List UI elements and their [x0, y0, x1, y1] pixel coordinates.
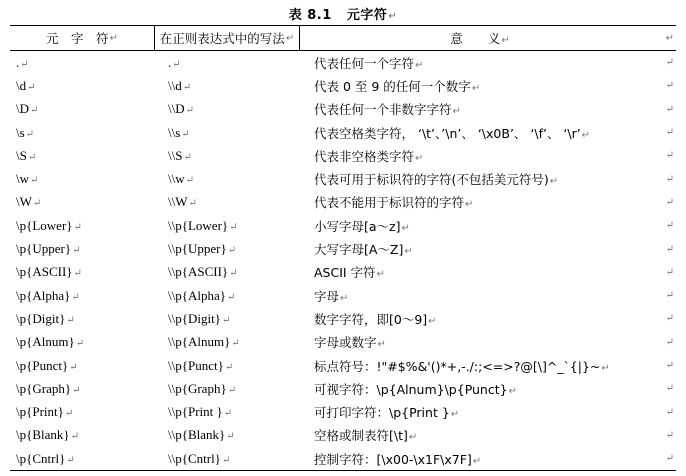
written-form-cell: \\p{Blank}↵ [168, 427, 235, 443]
row-end-mark-icon: ↵ [665, 453, 674, 465]
paragraph-mark-icon: ↵ [450, 409, 460, 421]
paragraph-mark-icon: ↵ [401, 222, 410, 234]
table-row [10, 447, 676, 470]
table-row [10, 261, 676, 284]
meaning-cell: ASCII 字符↵ [314, 265, 385, 281]
table-caption [0, 4, 686, 23]
paragraph-mark-icon: ↵ [428, 315, 437, 327]
written-form-cell: \\p{Graph}↵ [168, 380, 237, 396]
written-form-cell: .↵ [168, 54, 181, 70]
paragraph-mark-icon: ↵ [185, 175, 195, 187]
meaning-cell: 控制字符：[\x00-\x1F\x7F]↵ [314, 451, 482, 467]
written-form-cell: \\s↵ [168, 124, 190, 140]
written-form-cell: \\p{Lower}↵ [168, 217, 238, 233]
paragraph-mark-icon: ↵ [66, 314, 75, 326]
row-end-mark-icon: ↵ [665, 173, 674, 185]
metacharacter-cell: \w↵ [16, 171, 39, 187]
table-row [10, 307, 676, 330]
row-end-mark-icon: ↵ [665, 150, 674, 162]
paragraph-mark-icon: ↵ [549, 176, 559, 188]
metacharacter-cell: \W↵ [16, 194, 42, 210]
paragraph-mark-icon: ↵ [25, 128, 35, 140]
metacharacter-cell: \p{Blank}↵ [16, 427, 80, 443]
written-form-cell: \\p{ASCII}↵ [168, 264, 238, 280]
paragraph-mark-icon: ↵ [172, 58, 181, 70]
paragraph-mark-icon: ↵ [601, 362, 610, 374]
row-end-mark-icon: ↵ [665, 127, 674, 139]
meaning-cell: 代表可用于标识符的字符(不包括美元符号)↵ [314, 172, 559, 188]
metacharacter-cell: \p{Graph}↵ [16, 380, 81, 396]
paragraph-mark-icon: ↵ [72, 245, 81, 257]
paragraph-mark-icon: ↵ [185, 105, 195, 117]
header-metacharacter: 元 字 符 ↵ [10, 26, 155, 50]
table-row [10, 331, 676, 354]
row-end-mark-icon: ↵ [665, 220, 674, 232]
paragraph-mark-icon: ↵ [71, 291, 80, 303]
paragraph-mark-icon: ↵ [30, 105, 39, 117]
meaning-cell: 可打印字符：\p{Print }↵ [314, 405, 460, 421]
paragraph-mark-icon: ↵ [73, 221, 82, 233]
meaning-cell: 代表任何一个字符↵ [314, 55, 424, 71]
paragraph-mark-icon: ↵ [221, 454, 231, 466]
metacharacter-cell: \p{Print}↵ [16, 404, 74, 420]
row-end-mark-icon: ↵ [665, 266, 674, 278]
table-row [10, 354, 676, 377]
row-end-mark-icon: ↵ [665, 80, 674, 92]
row-end-mark-icon: ↵ [665, 57, 674, 69]
meaning-cell: 代表空格类字符， ‘\t’、’\n’、 ‘\x0B’、 ‘\f’、 ‘\r’↵ [314, 125, 591, 141]
paragraph-mark-icon: ↵ [70, 431, 80, 443]
row-end-mark-icon: ↵ [665, 243, 674, 255]
row-end-mark-icon: ↵ [665, 429, 674, 441]
table-body [10, 51, 676, 470]
paragraph-mark-icon: ↵ [73, 268, 82, 280]
table-row [10, 191, 676, 214]
row-end-mark-icon: ↵ [665, 336, 674, 348]
header-meaning: 意 义↵ [450, 31, 510, 46]
paragraph-mark-icon: ↵ [183, 151, 192, 163]
paragraph-mark-icon: ↵ [72, 384, 81, 396]
paragraph-mark-icon: ↵ [226, 431, 235, 443]
meaning-cell: 代表非空格类字符↵ [314, 148, 424, 164]
meaning-cell: 字母或数字↵ [314, 335, 386, 351]
paragraph-mark-icon: ↵ [188, 198, 197, 210]
paragraph-mark-icon: ↵ [408, 432, 418, 444]
header-written-form: 在正则表达式中的写法 ↵ [155, 26, 300, 50]
meaning-cell: 空格或制表符[\t]↵ [314, 428, 418, 444]
paragraph-mark-icon: ↵ [376, 269, 385, 281]
paragraph-mark-icon: ↵ [508, 385, 517, 397]
paragraph-mark-icon: ↵ [30, 175, 39, 187]
meaning-cell: 代表任何一个非数字字符↵ [314, 102, 461, 118]
meaning-cell: 数字字符，即[0～9]↵ [314, 311, 437, 327]
metacharacter-cell: \S↵ [16, 147, 37, 163]
paragraph-mark-icon: ↵ [501, 35, 510, 46]
paragraph-mark-icon: ↵ [227, 245, 237, 257]
written-form-cell: \\w↵ [168, 171, 195, 187]
written-form-cell: \\p{Cntrl}↵ [168, 450, 231, 466]
paragraph-mark-icon: ↵ [340, 292, 349, 304]
paragraph-mark-icon: ↵ [452, 106, 461, 118]
meaning-cell: 代表 0 至 9 的任何一个数字↵ [314, 78, 481, 94]
row-end-mark-icon: ↵ [665, 313, 674, 325]
caption-title: 元字符 [346, 8, 388, 23]
metacharacter-cell: \s↵ [16, 124, 35, 140]
paragraph-mark-icon: ↵ [471, 82, 481, 94]
table-header-row [10, 26, 676, 51]
written-form-cell: \\W↵ [168, 194, 197, 210]
table-row [10, 51, 676, 74]
written-form-cell: \\S↵ [168, 147, 192, 163]
caption-label: 表 8.1 [288, 8, 332, 23]
table-row [10, 424, 676, 447]
table-row [10, 284, 676, 307]
paragraph-mark-icon: ↵ [226, 291, 236, 303]
metacharacter-cell: \p{Digit}↵ [16, 310, 75, 326]
table-row [10, 98, 676, 121]
row-end-mark-icon: ↵ [665, 290, 674, 302]
paragraph-mark-icon: ↵ [66, 454, 75, 466]
row-end-mark-icon: ↵ [665, 32, 674, 44]
row-end-mark-icon: ↵ [665, 196, 674, 208]
metacharacter-cell: \p{ASCII}↵ [16, 264, 82, 280]
table-row [10, 400, 676, 423]
written-form-cell: \\p{Upper}↵ [168, 241, 237, 257]
metacharacter-cell: \p{Upper}↵ [16, 241, 81, 257]
paragraph-mark-icon: ↵ [32, 198, 42, 210]
table-row [10, 144, 676, 167]
meaning-cell: 大写字母[A～Z]↵ [314, 242, 413, 258]
table-row [10, 237, 676, 260]
metacharacter-cell: \p{Alnum}↵ [16, 334, 85, 350]
paragraph-mark-icon: ↵ [388, 11, 398, 22]
written-form-cell: \\p{Print }↵ [168, 404, 233, 420]
written-form-cell: \\p{Alpha}↵ [168, 287, 236, 303]
metacharacter-cell: .↵ [16, 54, 29, 70]
table-row [10, 377, 676, 400]
meaning-cell: 代表不能用于标识符的字符↵ [314, 195, 474, 211]
paragraph-mark-icon: ↵ [221, 314, 231, 326]
paragraph-mark-icon: ↵ [27, 81, 36, 93]
table-row [10, 167, 676, 190]
metacharacter-cell: \d↵ [16, 77, 36, 93]
paragraph-mark-icon: ↵ [229, 221, 238, 233]
row-end-mark-icon: ↵ [665, 103, 674, 115]
written-form-cell: \\p{Punct}↵ [168, 357, 234, 373]
metacharacter-table [10, 25, 676, 471]
paragraph-mark-icon: ↵ [64, 408, 74, 420]
paragraph-mark-icon: ↵ [69, 361, 78, 373]
written-form-cell: \\p{Alnum}↵ [168, 334, 240, 350]
paragraph-mark-icon: ↵ [223, 408, 233, 420]
table-row [10, 214, 676, 237]
row-end-mark-icon: ↵ [665, 406, 674, 418]
paragraph-mark-icon: ↵ [224, 361, 234, 373]
metacharacter-cell: \p{Alpha}↵ [16, 287, 80, 303]
metacharacter-cell: \p{Punct}↵ [16, 357, 78, 373]
paragraph-mark-icon: ↵ [285, 32, 295, 44]
metacharacter-cell: \D↵ [16, 101, 39, 117]
meaning-cell: 字母↵ [314, 288, 349, 304]
meaning-cell: 小写字母[a～z]↵ [314, 218, 410, 234]
paragraph-mark-icon: ↵ [227, 384, 237, 396]
paragraph-mark-icon: ↵ [465, 199, 474, 211]
written-form-cell: \\D↵ [168, 101, 195, 117]
paragraph-mark-icon: ↵ [404, 246, 413, 258]
written-form-cell: \\p{Digit}↵ [168, 310, 231, 326]
written-form-cell: \\d↵ [168, 77, 192, 93]
paragraph-mark-icon: ↵ [20, 58, 29, 70]
metacharacter-cell: \p{Lower}↵ [16, 217, 82, 233]
paragraph-mark-icon: ↵ [27, 151, 37, 163]
paragraph-mark-icon: ↵ [231, 338, 240, 350]
paragraph-mark-icon: ↵ [415, 152, 424, 164]
paragraph-mark-icon: ↵ [181, 128, 190, 140]
table-row [10, 74, 676, 97]
paragraph-mark-icon: ↵ [229, 268, 238, 280]
paragraph-mark-icon: ↵ [109, 32, 118, 44]
meaning-cell: 可视字符：\p{Alnum}\p{Punct}↵ [314, 381, 517, 397]
paragraph-mark-icon: ↵ [377, 339, 386, 351]
row-end-mark-icon: ↵ [665, 360, 674, 371]
paragraph-mark-icon: ↵ [472, 455, 482, 467]
row-end-mark-icon: ↵ [665, 383, 674, 395]
paragraph-mark-icon: ↵ [581, 129, 591, 141]
table-row [10, 121, 676, 144]
metacharacter-cell: \p{Cntrl}↵ [16, 450, 75, 466]
paragraph-mark-icon: ↵ [75, 338, 85, 350]
meaning-cell: 标点符号：!"#$%&'()*+,-./:;<=>?@[\]^_`{|}~↵ [314, 358, 610, 374]
paragraph-mark-icon: ↵ [415, 59, 424, 71]
paragraph-mark-icon: ↵ [182, 81, 192, 93]
